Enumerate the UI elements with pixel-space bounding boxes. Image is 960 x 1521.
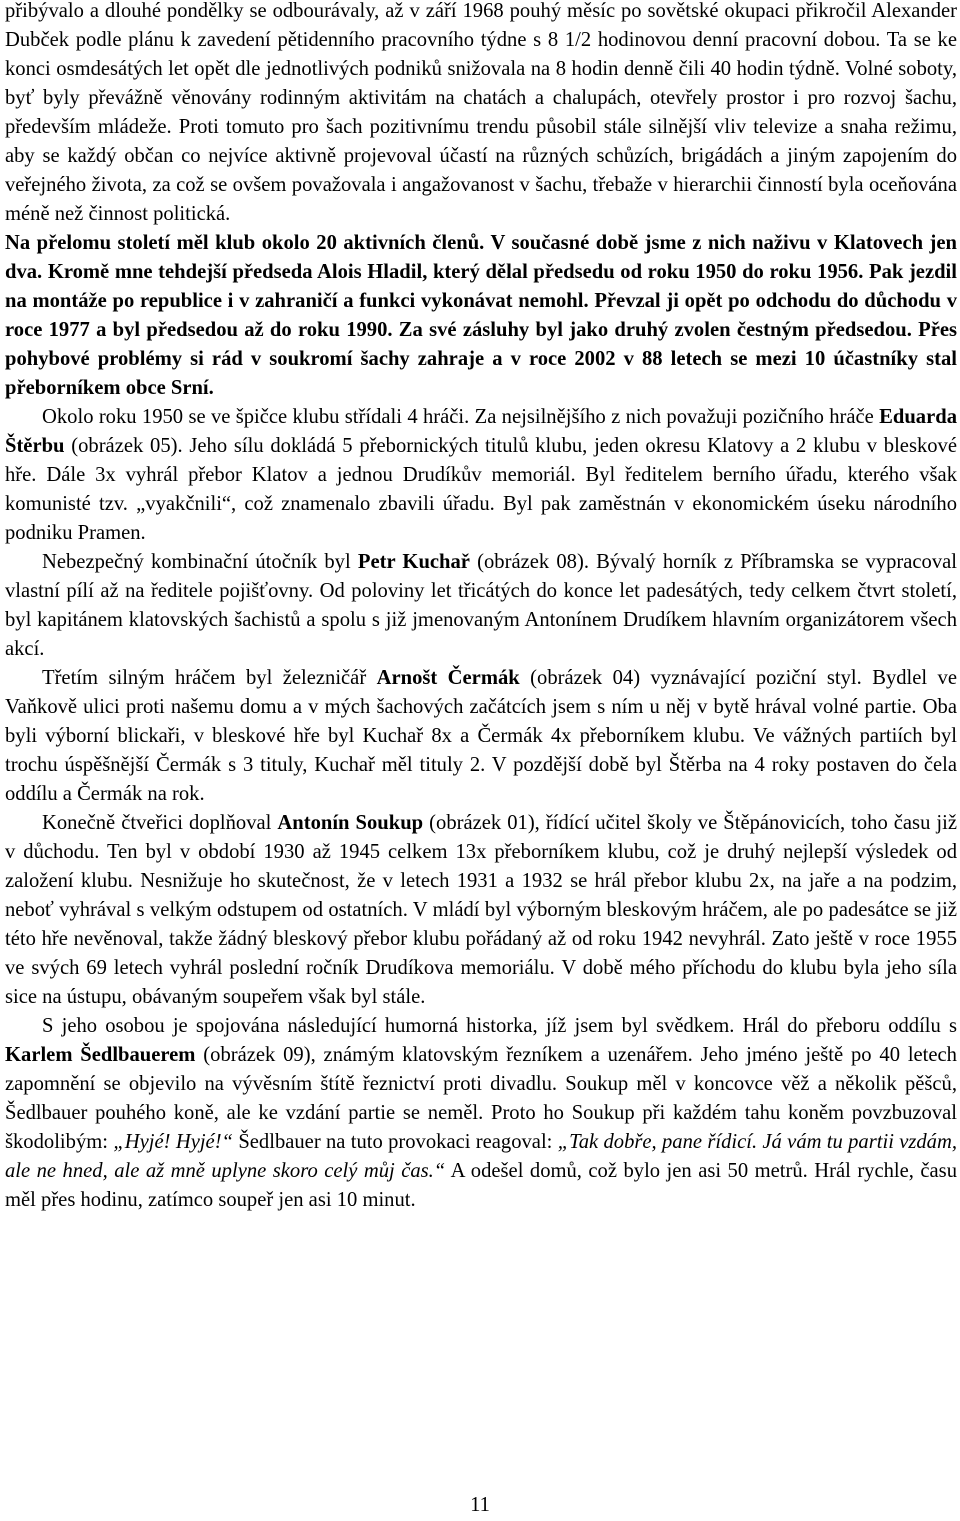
paragraph-sterba	[5, 403, 957, 548]
player-name-soukup: Antonín Soukup	[277, 812, 424, 834]
paragraph-soukup	[5, 809, 957, 1012]
text-segment: (obrázek 08). Bývalý horník z Příbramska se vypracoval vlastní pílí až na ředitele pojišťovny. Od poloviny let třicátých do konce let padesátých, tedy celkem čtvrt století, byl kapitánem klatovských šachistů a spolu s již jmenovaným Antonínem Drudíkem hlavním organizátorem všech akcí.	[5, 551, 958, 660]
paragraph-cermak	[5, 664, 957, 809]
document-page	[5, 0, 957, 1215]
player-name-kuchar: Petr Kuchař	[357, 551, 470, 573]
paragraph-kuchar	[5, 548, 957, 664]
text-segment: Nebezpečný kombinační útočník byl	[42, 551, 358, 573]
text-segment: Konečně čtveřici doplňoval	[42, 812, 278, 834]
quote-soukup: „Hyjé! Hyjé!“	[113, 1131, 234, 1153]
text-segment: Okolo roku 1950 se ve špičce klubu střídali 4 hráči. Za nejsilnějšího z nich považuji pozičního hráče	[42, 406, 880, 428]
paragraph-workweek: přibývalo a dlouhé pondělky se odbourávaly, až v září 1968 pouhý měsíc po sovětské okupaci přikročil Alexander Dubček podle plánu k zavedení pětidenního pracovního týdne s 8 1/2 hodinovou denní pracovní dobou. Ta se ke konci osmdesátých let opět dle jednotlivých podniků snižovala na 8 hodin denně čili 40 hodin týdně. Volné soboty, byť byly převážně věnovány rodinným aktivitám na chatách a chalupách, otevřely prostor i pro rozvoj šachu, především mládeže. Proti tomuto pro šach pozitivnímu trendu působil stále silnější vliv televize a snaha režimu, aby se každý občan co nejvíce aktivně projevoval účastí na různých schůzích, brigádách a jiným zapojením do veřejného života, za což se ovšem považovala i angažovanost v šachu, třebaže v hierarchii činností byla oceňována méně než činnost politická.	[5, 0, 957, 225]
text-segment: S jeho osobou je spojována následující humorná historka, jíž jsem byl svědkem. Hrál do přeboru oddílu s	[42, 1015, 957, 1037]
text-segment: (obrázek 01), řídící učitel školy ve Štěpánovicích, toho času již v důchodu. Ten byl v období 1930 až 1945 celkem 13x přeborníkem klubu, což je druhý nejlepší výsledek od založení klubu. Nesnižuje ho skutečnost, že v letech 1931 a 1932 se hrál přebor klubu 2x, na jaře a na podzim, neboť vyhrával s velkým odstupem od ostatních. V mládí byl výborným bleskovým hráčem, ale po padesátce se již této hře nevěnoval, takže žádný bleskový přebor klubu pořádaný až od roku 1942 nevyhrál. Zato ještě v roce 1955 ve svých 69 letech vyhrál poslední ročník Drudíkova memoriálu. V době mého příchodu do klubu byla jeho síla sice na ústupu, obávaným soupeřem však byl stále.	[5, 812, 957, 1008]
text-segment: A odešel domů, což bylo jen asi 50 metrů. Hrál rychle, času měl přes hodinu, zatímco soupeř jen asi 10 minut.	[5, 1160, 957, 1211]
text-segment: (obrázek 05). Jeho sílu dokládá 5 přebornických titulů klubu, jeden okresu Klatovy a 2 klubu v bleskové hře. Dále 3x vyhrál přebor Klatov a jednou Drudíkův memoriál. Byl ředitelem berního úřadu, kterého však komunisté tzv. „vyakčnili“, což znamenalo zbavili úřadu. Byl pak zaměstnán v ekonomickém úseku národního podniku Pramen.	[5, 435, 957, 544]
paragraph-anecdote	[5, 1012, 957, 1215]
text-segment: (obrázek 04) vyznávající poziční styl. Bydlel ve Vaňkově ulici proti našemu domu a v mých šachových začátcích jsem s ním u něj v bytě hrával volné partie. Oba byli výborní blickaři, v bleskové hře byl Kuchař 8x a Čermák 4x přeborníkem klubu. Ve vážných partiích byl trochu úspěšnější Čermák s 3 tituly, Kuchař měl tituly 2. V pozdější době byl Štěrba na 4 roky postaven do čela oddílu a Čermák na rok.	[5, 667, 957, 805]
player-name-sterba: Eduarda Štěrbu	[5, 406, 957, 457]
player-name-cermak: Arnošt Čermák	[376, 667, 520, 689]
paragraph-club-members: Na přelomu století měl klub okolo 20 aktivních členů. V současné době jsme z nich naživu v Klatovech jen dva. Kromě mne tehdejší předseda Alois Hladil, který dělal předsedu od roku 1950 do roku 1956. Pak jezdil na montáže po republice i v zahraničí a funkci vykonávat nemohl. Převzal ji opět po odchodu do důchodu v roce 1977 a byl předsedou až do roku 1990. Za své zásluhy byl jako druhý zvolen čestným předsedou. Přes pohybové problémy si rád v soukromí šachy zahraje a v roce 2002 v 88 letech se mezi 10 účastníky stal přeborníkem obce Srní.	[5, 232, 957, 399]
text-segment: (obrázek 09), známým klatovským řezníkem a uzenářem. Jeho jméno ještě po 40 letech zapomnění se objevilo na vývěsním štítě řeznictví proti divadlu. Soukup měl v koncovce věž a několik pěšců, Šedlbauer pouhého koně, ale ke vzdání partie se neměl. Proto ho Soukup při každém tahu koněm povzbuzoval škodolibým:	[5, 1044, 957, 1153]
page-number: 11	[470, 1494, 490, 1516]
quote-sedlbauer: „Tak dobře, pane řídicí. Já vám tu partii vzdám, ale ne hned, ale až mně uplyne skoro celý můj čas.“	[5, 1131, 957, 1182]
text-segment: Třetím silným hráčem byl železničář	[42, 667, 377, 689]
text-segment: Šedlbauer na tuto provokaci reagoval:	[233, 1131, 558, 1153]
player-name-sedlbauer: Karlem Šedlbauerem	[5, 1044, 196, 1066]
